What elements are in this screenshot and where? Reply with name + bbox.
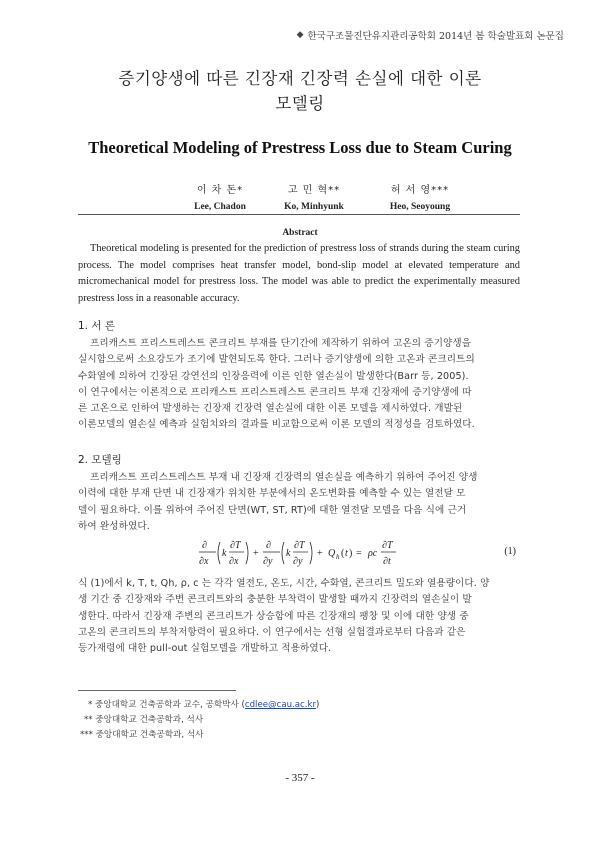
svg-text:∂y: ∂y xyxy=(263,556,273,567)
section-2-line: 하여 완성하였다. xyxy=(78,520,150,532)
svg-text:∂: ∂ xyxy=(202,540,207,551)
section-1-line: 수화열에 의하여 긴장된 강연선의 인장응력에 이른 인한 열손실이 발생한다(Barr 등, 2005). xyxy=(78,370,469,382)
english-title: Theoretical Modeling of Prestress Loss due to Steam Curing xyxy=(88,138,512,157)
section-2-line: 생한다. 따라서 긴장재 주변의 콘크리트가 상승함에 따른 긴장재의 팽창 및 이에 대한 양생 중 xyxy=(78,610,469,622)
journal-header xyxy=(297,28,564,42)
svg-text:=: = xyxy=(356,548,362,559)
section-1-body xyxy=(78,336,520,434)
svg-text:(: ( xyxy=(341,548,345,559)
svg-text:∂T: ∂T xyxy=(382,540,393,551)
section-1-line: 이 연구에서는 이론적으로 프리캐스트 프리스트레스트 콘크리트 부재 긴장재에 증기양생에 따 xyxy=(78,386,472,398)
author-1-korean: 이 차 돈* xyxy=(196,185,244,196)
korean-title-line1: 증기양생에 따른 긴장재 긴장력 손실에 대한 이론 xyxy=(118,69,482,88)
section-1-line: 른 고온으로 인하여 발생하는 긴장재 긴장력 열손실에 대한 이론 모델을 제시하였다. 개발된 xyxy=(78,403,463,415)
abstract-body xyxy=(78,241,520,307)
svg-text:k: k xyxy=(286,548,291,559)
section-1-line: 이론모델의 열손실 예측과 실험치와의 결과를 비교함으로써 이론 모델의 적정성을 검토하였다. xyxy=(78,419,475,431)
abstract-heading: Abstract xyxy=(282,228,318,238)
author-3-korean: 허 서 영*** xyxy=(390,185,450,196)
author-2-korean: 고 민 혁** xyxy=(287,185,341,196)
section-2-line: 프리캐스트 프리스트레스트 부재 내 긴장재 긴장력의 열손실을 예측하기 위하여 주어진 양생 xyxy=(90,472,478,483)
email-link[interactable]: cdlee@cau.ac.kr xyxy=(244,700,317,710)
author-2-english: Ko, Minhyunk xyxy=(284,202,344,212)
svg-text:+: + xyxy=(317,548,323,559)
section-2-line: 이력에 대한 부재 단면 내 긴장재가 위치한 부분에서의 온도변화를 예측할 수 있는 열전달 모 xyxy=(78,488,466,500)
svg-text:∂: ∂ xyxy=(266,540,271,551)
korean-title xyxy=(0,66,600,116)
page-number: - 357 - xyxy=(285,772,315,784)
svg-text:∂T: ∂T xyxy=(230,540,241,551)
svg-text:ρc: ρc xyxy=(368,548,378,559)
section-2-line: 생 기간 중 긴장재와 주변 콘크리트와의 충분한 부착력이 발생할 때까지 긴장력의 열손실이 발 xyxy=(78,594,472,606)
footnote-1: * 중앙대학교 건축공학과 교수, 공학박사 (cdlee@cau.ac.kr) xyxy=(88,700,320,710)
footnote-2: ** 중앙대학교 건축공학과, 석사 xyxy=(84,715,204,725)
bullet-icon: ◆ xyxy=(296,30,304,40)
author-3 xyxy=(350,181,490,212)
author-3-english: Heo, Seoyoung xyxy=(389,202,451,212)
author-list xyxy=(0,181,600,215)
section-1-heading: 1. 서 론 xyxy=(78,320,115,332)
svg-text:h: h xyxy=(336,553,340,561)
section-2-line: 고온의 콘크리트의 부착저항력이 필요하다. 이 연구에서는 선형 실험결과로부터 다음과 같은 xyxy=(78,626,466,638)
section-2-line: 델이 필요하다. 이를 위하여 주어진 단면(WT, ST, RT)에 대한 열전달 모델을 다음 식에 근거 xyxy=(78,504,467,516)
author-1-english: Lee, Chadon xyxy=(194,202,246,212)
journal-name: 한국구조물진단유지관리공학회 2014년 봄 학술발표회 논문집 xyxy=(307,31,564,42)
section-1-line: 실시함으로써 소요강도가 조기에 발현되도록 한다. 그러나 증기양생에 의한 고온과 콘크리트의 xyxy=(78,354,475,366)
footnote-divider xyxy=(78,690,236,691)
korean-title-line2: 모델링 xyxy=(275,94,325,113)
title-divider xyxy=(78,214,520,215)
heat-equation xyxy=(78,536,520,570)
equation-number: (1) xyxy=(504,546,516,557)
section-2-line: 등가재령에 대한 pull-out 실험모델을 개발하고 적용하였다. xyxy=(78,643,332,655)
svg-text:∂y: ∂y xyxy=(293,556,303,567)
section-2-heading: 2. 모델링 xyxy=(78,454,122,466)
svg-text:∂x: ∂x xyxy=(199,556,209,567)
svg-text:∂x: ∂x xyxy=(229,556,239,567)
section-2-line: 식 (1)에서 k, T, t, Qh, ρ, c 는 각각 열전도, 온도, 시간, 수화열, 콘크리트 밀도와 열용량이다. 양 xyxy=(78,578,490,589)
svg-text:Q: Q xyxy=(328,548,336,559)
section-2-body-after xyxy=(78,576,520,657)
svg-text:): ) xyxy=(349,548,353,559)
svg-text:∂T: ∂T xyxy=(294,540,305,551)
section-1-line: 프리캐스트 프리스트레스트 콘크리트 부재를 단기간에 제작하기 위하여 고온의 증기양생을 xyxy=(90,338,472,349)
abstract-text: Theoretical modeling is presented for the prediction of prestress loss of strands during the steam curing process. The model comprises heat transfer model, bond-slip model at elevated temperature and micromechanical model for prestress loss. The model was able to predict the experimentally measured prestress loss in a reasonable accuracy. xyxy=(78,243,520,304)
svg-text:+: + xyxy=(253,548,259,559)
svg-text:t: t xyxy=(345,548,348,559)
footnote-3: *** 중앙대학교 건축공학과, 석사 xyxy=(80,730,204,740)
section-2-body-before xyxy=(78,470,520,535)
heat-equation-formula xyxy=(196,536,446,570)
svg-text:k: k xyxy=(222,548,227,559)
footnote-1-text: * 중앙대학교 건축공학과 교수, 공학박사 ( xyxy=(88,700,245,710)
svg-text:∂t: ∂t xyxy=(383,556,391,567)
